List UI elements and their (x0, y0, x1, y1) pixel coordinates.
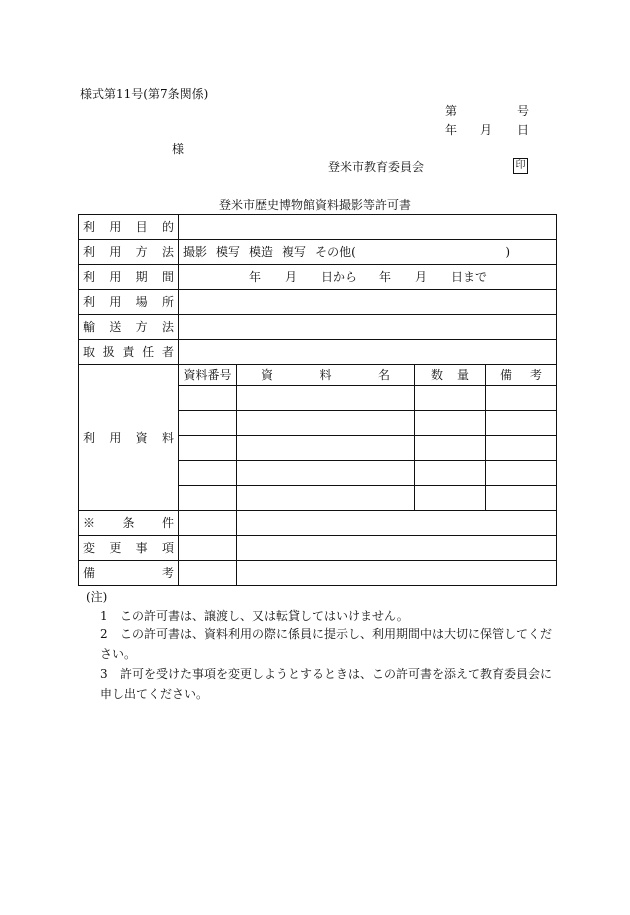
row-transport (79, 315, 557, 340)
document-title: 登米市歴史博物館資料撮影等許可書 (218, 198, 411, 212)
changes-field[interactable] (179, 536, 237, 561)
permit-form-table (78, 214, 557, 586)
conditions-label: ※条件 (79, 511, 179, 536)
form-number: 様式第11号(第7条関係) (80, 87, 209, 101)
conditions-field-wide[interactable] (237, 511, 557, 536)
addressee-honorific: 様 (172, 142, 185, 156)
material-remarks-cell[interactable] (486, 411, 557, 436)
material-name-cell[interactable] (237, 386, 415, 411)
place-label: 利用場所 (79, 290, 179, 315)
materials-header-name: 資料名 (237, 365, 415, 386)
purpose-field[interactable] (179, 215, 557, 240)
document-number-prefix: 第 (445, 104, 458, 118)
period-start-day: 日から (321, 270, 358, 284)
note-text: 許可を受けた事項を変更しようとするときは、この許可書を添えて教育委員会に申し出てください。 (100, 667, 553, 701)
row-method (79, 240, 557, 265)
place-field[interactable] (179, 290, 557, 315)
row-period (79, 265, 557, 290)
remarks-label: 備考 (79, 561, 179, 586)
note-number: 1 (100, 609, 108, 623)
manager-label: 取扱責任者 (79, 340, 179, 365)
remarks-field-wide[interactable] (237, 561, 557, 586)
row-conditions (79, 511, 557, 536)
method-option-copy-drawing[interactable]: 模写 (216, 245, 241, 259)
row-manager (79, 340, 557, 365)
method-other-close: ) (505, 245, 510, 259)
period-end-day: 日まで (451, 270, 488, 284)
remarks-field[interactable] (179, 561, 237, 586)
material-code-cell[interactable] (179, 486, 237, 511)
row-remarks (79, 561, 557, 586)
method-option-duplicate[interactable]: 複写 (282, 245, 307, 259)
material-quantity-cell[interactable] (415, 461, 486, 486)
material-code-cell[interactable] (179, 411, 237, 436)
document-number-suffix: 号 (517, 104, 530, 118)
material-remarks-cell[interactable] (486, 386, 557, 411)
materials-header-code: 資料番号 (179, 365, 237, 386)
transport-field[interactable] (179, 315, 557, 340)
material-quantity-cell[interactable] (415, 486, 486, 511)
material-quantity-cell[interactable] (415, 411, 486, 436)
row-place (79, 290, 557, 315)
note-text: この許可書は、資料利用の際に係員に提示し、利用期間中は大切に保管してください。 (100, 627, 553, 661)
material-quantity-cell[interactable] (415, 436, 486, 461)
material-quantity-cell[interactable] (415, 386, 486, 411)
date-month-label: 月 (480, 123, 493, 137)
note-number: 2 (100, 627, 108, 641)
conditions-field[interactable] (179, 511, 237, 536)
method-option-replica[interactable]: 模造 (249, 245, 274, 259)
method-label: 利用方法 (79, 240, 179, 265)
period-start-month: 月 (285, 270, 298, 284)
note-item (100, 624, 556, 664)
material-code-cell[interactable] (179, 461, 237, 486)
material-code-cell[interactable] (179, 386, 237, 411)
materials-label: 利用資料 (79, 365, 179, 511)
materials-header-row (79, 365, 557, 386)
row-purpose (79, 215, 557, 240)
changes-field-wide[interactable] (237, 536, 557, 561)
period-field[interactable] (179, 265, 557, 290)
period-end-year: 年 (379, 270, 392, 284)
date-day-label: 日 (517, 123, 530, 137)
materials-header-quantity: 数量 (415, 365, 486, 386)
note-number: 3 (100, 667, 108, 681)
note-item (100, 664, 556, 704)
material-name-cell[interactable] (237, 436, 415, 461)
material-remarks-cell[interactable] (486, 436, 557, 461)
period-end-month: 月 (415, 270, 428, 284)
changes-label: 変更事項 (79, 536, 179, 561)
material-name-cell[interactable] (237, 411, 415, 436)
material-remarks-cell[interactable] (486, 461, 557, 486)
material-name-cell[interactable] (237, 486, 415, 511)
notes-header: (注) (86, 590, 108, 604)
note-item (100, 606, 556, 626)
period-label: 利用期間 (79, 265, 179, 290)
row-changes (79, 536, 557, 561)
transport-label: 輸送方法 (79, 315, 179, 340)
seal-mark: 印 (513, 158, 528, 174)
materials-header-remarks: 備考 (486, 365, 557, 386)
manager-field[interactable] (179, 340, 557, 365)
date-year-label: 年 (445, 123, 458, 137)
material-remarks-cell[interactable] (486, 486, 557, 511)
period-start-year: 年 (249, 270, 262, 284)
method-option-other[interactable]: その他( (315, 245, 356, 259)
issuer-name: 登米市教育委員会 (328, 160, 425, 174)
material-code-cell[interactable] (179, 436, 237, 461)
method-option-photo[interactable]: 撮影 (183, 245, 208, 259)
purpose-label: 利用目的 (79, 215, 179, 240)
note-text: この許可書は、譲渡し、又は転貸してはいけません。 (120, 609, 409, 623)
material-name-cell[interactable] (237, 461, 415, 486)
method-field[interactable] (179, 240, 557, 265)
